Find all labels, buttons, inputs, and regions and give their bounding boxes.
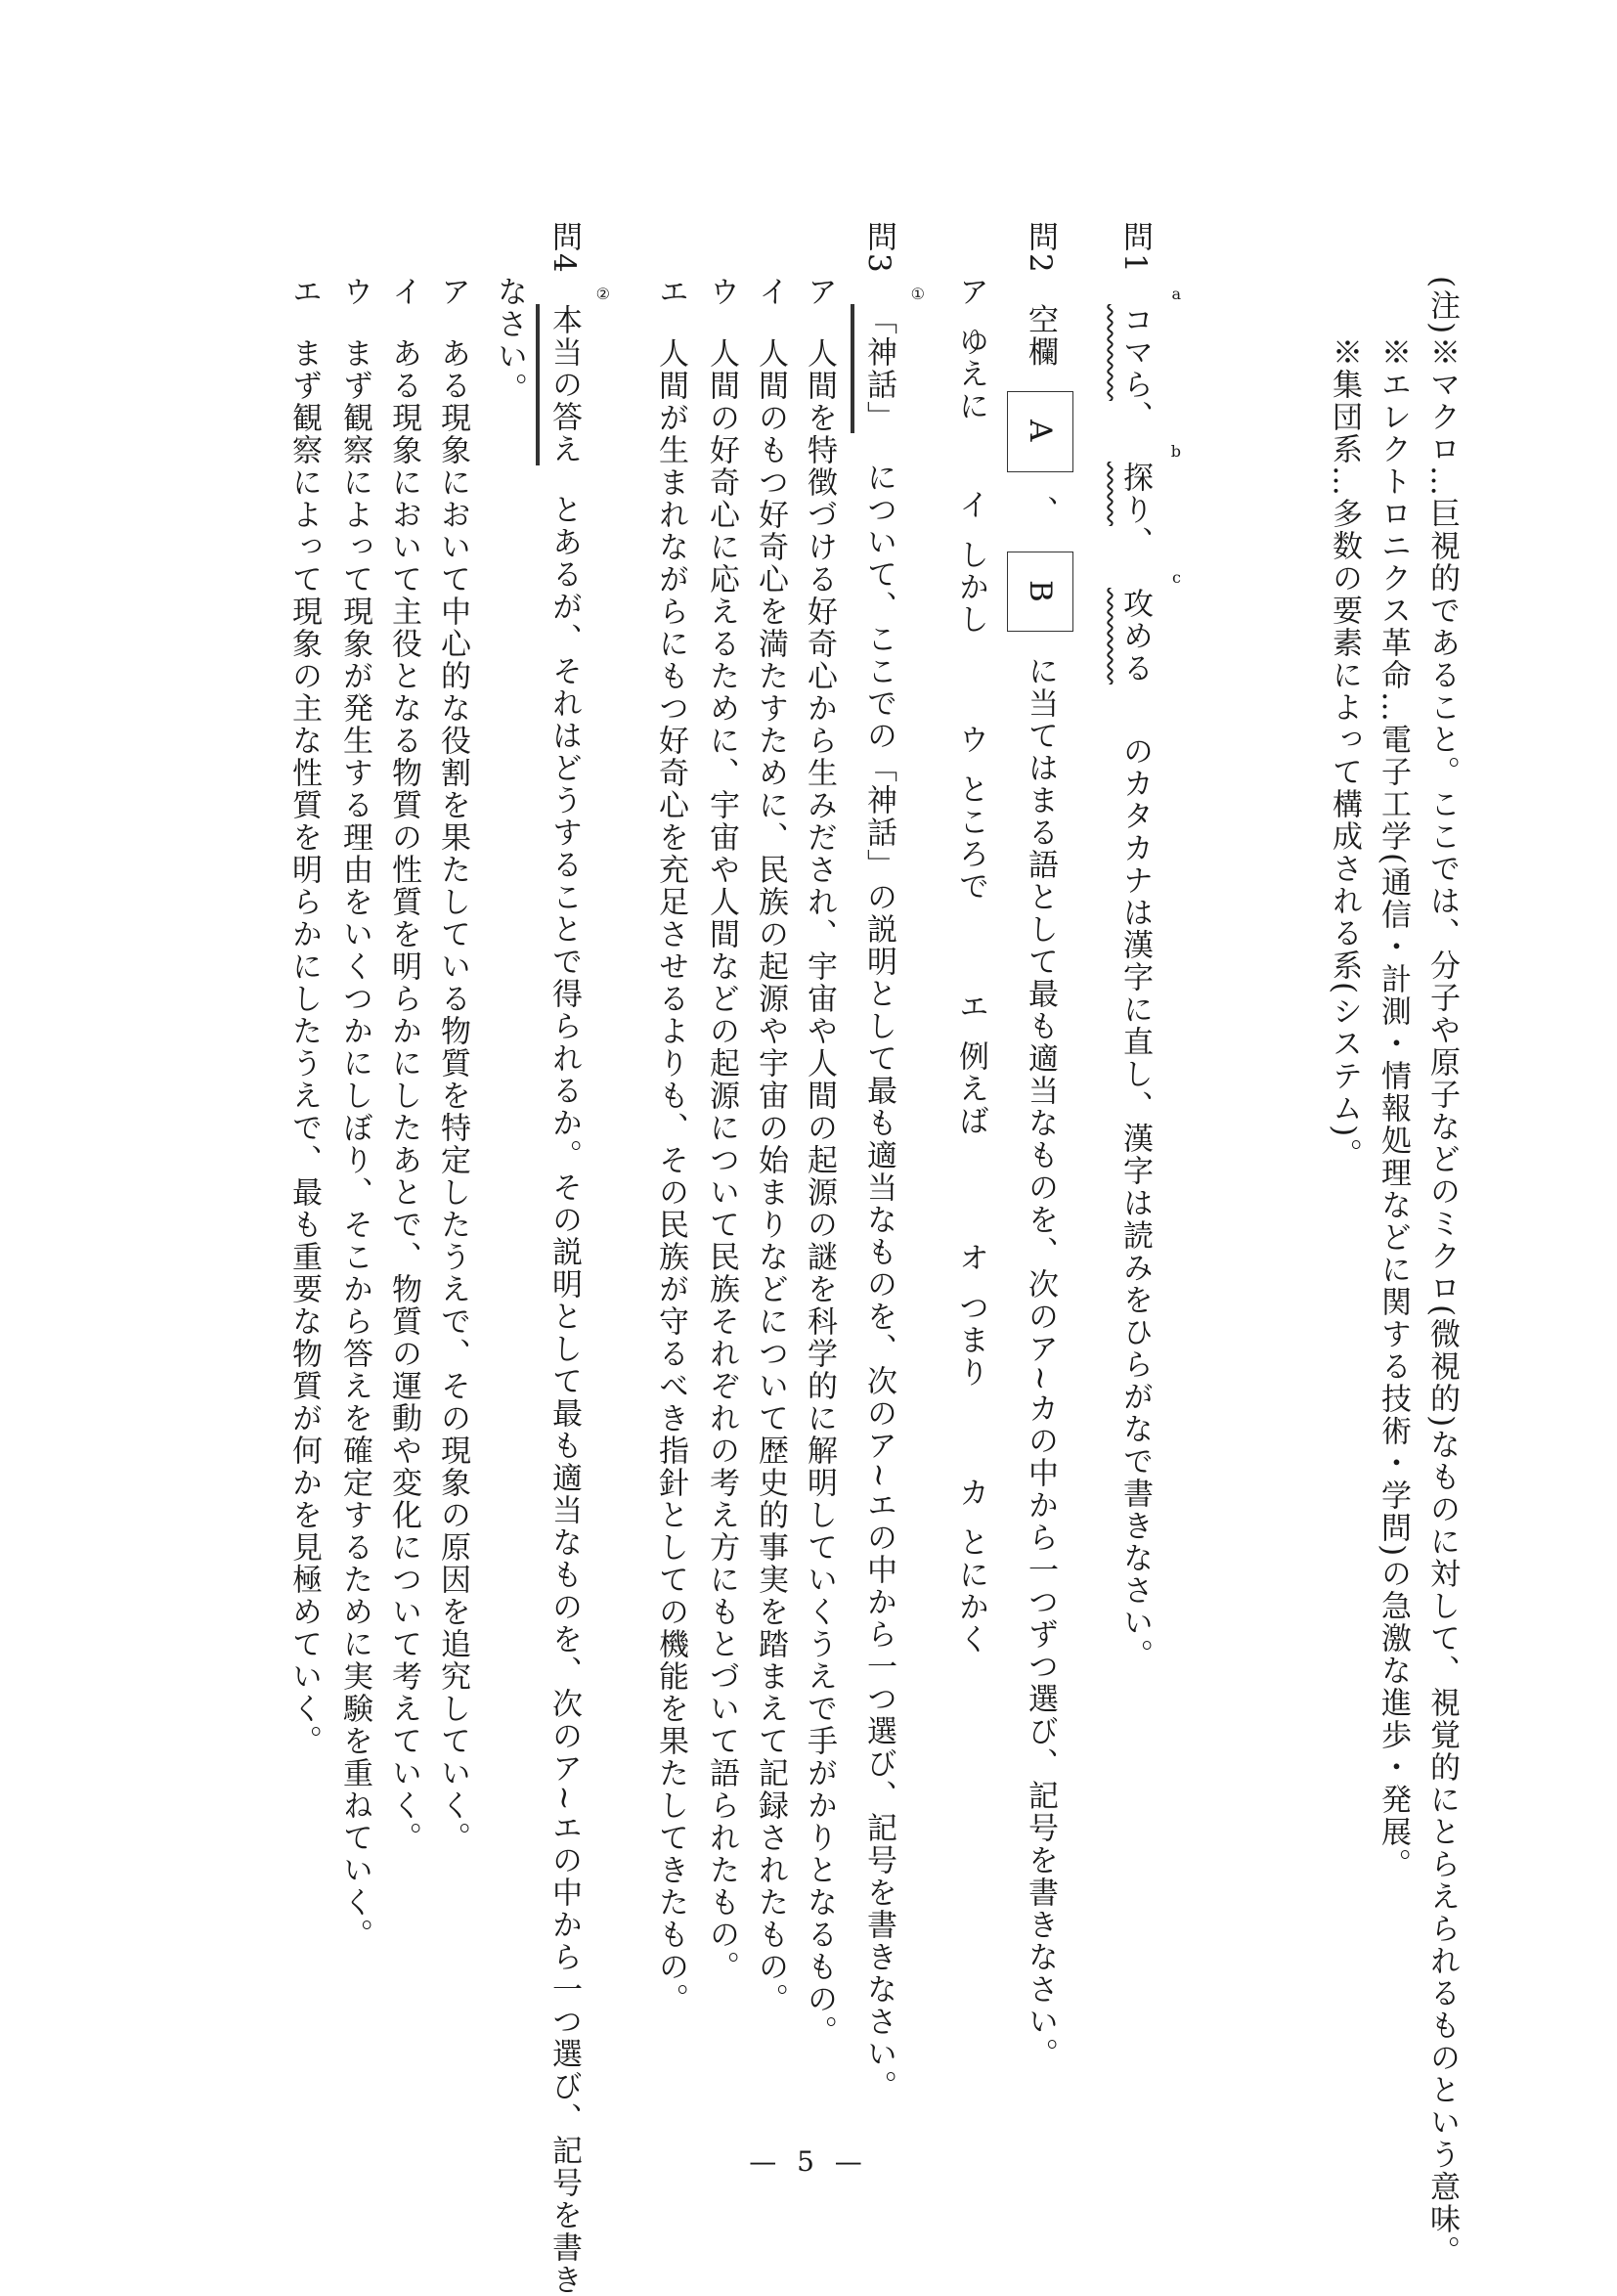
q4-option-e: エまず観察によって現象の主な性質を明らかにしたうえで、最も重要な物質が何かを見極めていく。	[286, 276, 322, 1757]
q3-option-u: ウ人間の好奇心に応えるために、宇宙や人間などの起源について民族それぞれの考え方にもとづいて語られたもの。	[704, 276, 739, 1983]
question-1: 問1 a コマら、 b 探り、 c 攻める のカタカナは漢字に直し、漢字は読みをひらがなで書きなさい。	[1113, 221, 1158, 1671]
q4-option-u: ウまず観察によって現象が発生する理由をいくつかにしぼり、そこから答えを確定するために実験を重ねていく。	[337, 276, 372, 1951]
term-c: c 攻める	[1117, 568, 1183, 685]
option-o: オつまり	[953, 1242, 988, 1390]
question-2-options	[948, 276, 993, 1656]
page-number: — 5 —	[749, 2145, 868, 2178]
term-a-label: a	[1171, 284, 1183, 303]
option-ka: カとにかく	[953, 1477, 988, 1656]
notes-label: (注)	[1424, 276, 1460, 336]
underlined-myth: ① 「神話」	[851, 304, 901, 433]
question-2-instruction: に当てはまる語として最も適当なものを、次のア~カの中から一つずつ選び、記号を書きなさい。	[1023, 655, 1058, 2071]
blank-b: B	[1007, 552, 1073, 633]
option-a: アゆえに	[953, 276, 988, 422]
question-1-instruction: のカタカナは漢字に直し、漢字は読みをひらがなで書きなさい。	[1117, 735, 1153, 1672]
q4-option-i: イある現象において主役となる物質の性質を明らかにしたあとで、物質の運動や変化について考えていく。	[386, 276, 421, 1854]
option-i: イしかし	[953, 488, 988, 636]
note-macro: ※マクロ…巨視的であること。ここでは、分子や原子などのミクロ(微視的)なものに対して、視覚的にとらえられるものという意味。	[1424, 336, 1460, 2269]
q3-option-a: ア人間を特徴づける好奇心から生みだされ、宇宙や人間の起源の謎を科学的に解明していくうえで手がかりとなるもの。	[802, 276, 837, 2048]
term-a: a コマら	[1117, 284, 1183, 401]
q3-option-i: イ人間のもつ好奇心を満たすために、民族の起源や宇宙の始まりなどについて歴史的事実を踏まえて記録されたもの。	[753, 276, 788, 2015]
question-2: 問2 空欄 A 、 B に当てはまる語として最も適当なものを、次のア~カの中から一つずつ選び、記号を書きなさい。	[1007, 221, 1073, 2070]
marker-2: ②	[595, 284, 612, 303]
term-b: b 探り	[1117, 442, 1183, 527]
marker-1: ①	[910, 284, 927, 303]
q4-option-a: アある現象において中心的な役割を果たしている物質を特定したうえで、その現象の原因を追究していく。	[435, 276, 470, 1854]
term-c-label: c	[1172, 568, 1183, 588]
underlined-true-answer: ② 本当の答え	[536, 304, 587, 465]
q3-option-e: エ人間が生まれながらにもつ好奇心を充足させるよりも、その民族が守るべき指針としての機能を果たしてきたもの。	[653, 276, 688, 2015]
term-b-label: b	[1170, 442, 1183, 462]
note-electronics: ※エレクトロニクス革命…電子工学(通信・計測・情報処理などに関する技術・学問)の急激な進歩・発展。	[1376, 336, 1411, 1881]
question-4-instruction: とあるが、それはどうすることで得られるか。その説明として最も適当なものを、次のア~エの中から一つ選び、記号を書き	[546, 494, 582, 2296]
question-3-number: 問3	[861, 221, 896, 275]
question-2-number: 問2	[1023, 221, 1058, 275]
option-u: ウところで	[953, 723, 988, 903]
note-group-system: ※集団系…多数の要素によって構成される系(システム)。	[1327, 336, 1362, 1171]
question-3-instruction: について、ここでの「神話」の説明として最も適当なものを、次のア~エの中から一つ選び、記号を書きなさい。	[861, 462, 896, 2103]
blank-a: A	[1007, 391, 1073, 471]
question-4-instruction-cont: なさい。	[492, 276, 527, 405]
question-4-number: 問4	[546, 221, 582, 275]
question-1-number: 問1	[1117, 221, 1153, 275]
question-4	[536, 221, 612, 2296]
question-3	[851, 221, 927, 2103]
option-e: エ例えば	[953, 990, 988, 1137]
